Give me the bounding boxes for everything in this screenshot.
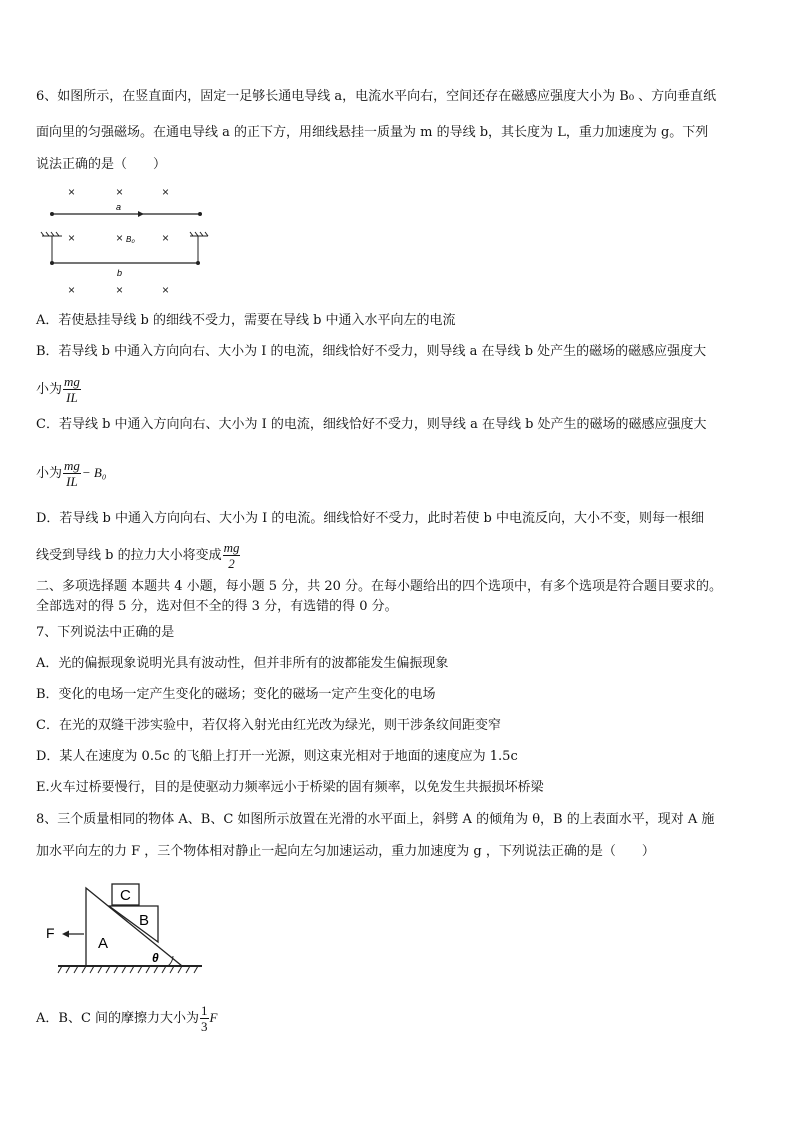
q6-stem-line-2: 面向里的匀强磁场。在通电导线 a 的正下方，用细线悬挂一质量为 m 的导线 b，其长度为 L，重力加速度为 g。下列 bbox=[36, 125, 709, 140]
section-2-instructions-line-1: 二、多项选择题 本题共 4 小题，每小题 5 分，共 20 分。在每小题给出的四个选项中，有多个选项是符合题目要求的。 bbox=[36, 579, 723, 594]
q6-option-b-tail bbox=[36, 374, 82, 405]
q6-option-a: A．若使悬挂导线 b 的细线不受力，需要在导线 b 中通入水平向左的电流 bbox=[36, 313, 456, 328]
field-cross: × bbox=[116, 231, 124, 245]
force-arrow-icon bbox=[62, 931, 69, 938]
q7-stem: 7、下列说法中正确的是 bbox=[36, 625, 175, 640]
block-b bbox=[109, 906, 158, 942]
section-2-instructions-line-2: 全部选对的得 5 分，选对但不全的得 3 分，有选错的得 0 分。 bbox=[36, 599, 398, 614]
q8-option-a-text: A．B、C 间的摩擦力大小为 bbox=[36, 1011, 200, 1026]
q8-figure bbox=[40, 878, 210, 978]
field-cross: × bbox=[116, 185, 124, 199]
q7-option-e: E.火车过桥要慢行，目的是使驱动力频率远小于桥梁的固有频率，以免发生共振损坏桥梁 bbox=[36, 780, 544, 795]
current-arrow-icon bbox=[138, 211, 144, 217]
symbol-f: F bbox=[209, 1010, 218, 1025]
label-c-block: C bbox=[120, 887, 131, 904]
q6-option-c: C．若导线 b 中通入方向向右、大小为 I 的电流，细线恰好不受力，则导线 a 在导线 b 处产生的磁场的磁感应强度大 bbox=[36, 417, 707, 432]
label-f: F bbox=[46, 925, 55, 941]
q8-option-a bbox=[36, 1003, 217, 1034]
q6-stem-line-1: 6、如图所示，在竖直面内，固定一足够长通电导线 a，电流水平向右，空间还存在磁感应强度大小为 B₀ 、方向垂直纸 bbox=[36, 89, 717, 104]
q6-option-d-tail bbox=[36, 540, 241, 571]
q7-option-b: B．变化的电场一定产生变化的磁场；变化的磁场一定产生变化的电场 bbox=[36, 687, 436, 702]
q6-option-b-tail-text: 小为 bbox=[36, 382, 63, 397]
q8-stem-line-2: 加水平向左的力 F ，三个物体相对静止一起向左匀加速运动，重力加速度为 g ，下列说法正确的是（ ） bbox=[36, 844, 655, 859]
label-b0: B₀ bbox=[126, 235, 135, 244]
q7-option-c: C．在光的双缝干涉实验中，若仅将入射光由红光改为绿光，则干涉条纹间距变窄 bbox=[36, 718, 501, 733]
field-cross: × bbox=[68, 231, 76, 245]
label-b: b bbox=[117, 268, 123, 278]
field-cross: × bbox=[162, 283, 170, 297]
field-cross: × bbox=[68, 283, 76, 297]
q6-option-d-tail-text: 线受到导线 b 的拉力大小将变成 bbox=[36, 548, 222, 563]
field-cross: × bbox=[116, 283, 124, 297]
field-cross: × bbox=[162, 231, 170, 245]
label-b-block: B bbox=[139, 912, 150, 929]
q6-figure bbox=[40, 180, 220, 300]
q6-option-b: B．若导线 b 中通入方向向右、大小为 I 的电流，细线恰好不受力，则导线 a 在导线 b 处产生的磁场的磁感应强度大 bbox=[36, 344, 707, 359]
q6-option-c-tail bbox=[36, 458, 106, 489]
q7-option-d: D．某人在速度为 0.5c 的飞船上打开一光源，则这束光相对于地面的速度应为 1.5c bbox=[36, 749, 518, 764]
ceiling-hatch-right bbox=[190, 232, 208, 236]
minus-b0: − B₀ bbox=[81, 465, 107, 480]
label-a-wedge: A bbox=[98, 935, 109, 952]
q6-stem-line-3: 说法正确的是（ ） bbox=[36, 157, 167, 172]
q7-option-a: A．光的偏振现象说明光具有波动性，但并非所有的波都能发生偏振现象 bbox=[36, 656, 449, 671]
field-cross: × bbox=[162, 185, 170, 199]
fraction-mg-il: $\frac{mg}{IL}$ bbox=[64, 458, 80, 489]
q6-option-d: D．若导线 b 中通入方向向右、大小为 I 的电流。细线恰好不受力，此时若使 b 中电流反向，大小不变，则每一根细 bbox=[36, 511, 704, 526]
fraction-mg-il: $\frac{mg}{IL}$ bbox=[64, 374, 80, 405]
wedge-a bbox=[86, 888, 182, 966]
fraction-1-3: $\frac{1}{3}$ bbox=[201, 1003, 208, 1034]
q8-stem-line-1: 8、三个质量相同的物体 A、B、C 如图所示放置在光滑的水平面上，斜劈 A 的倾角为 θ，B 的上表面水平，现对 A 施 bbox=[36, 812, 715, 827]
label-theta: θ bbox=[152, 951, 159, 965]
label-a: a bbox=[116, 202, 122, 212]
ceiling-hatch-left bbox=[41, 232, 62, 236]
ground-hatch bbox=[58, 966, 202, 973]
q6-option-c-tail-text: 小为 bbox=[36, 466, 63, 481]
fraction-mg-2: $\frac{mg}{2}$ bbox=[223, 540, 240, 571]
field-cross: × bbox=[68, 185, 76, 199]
